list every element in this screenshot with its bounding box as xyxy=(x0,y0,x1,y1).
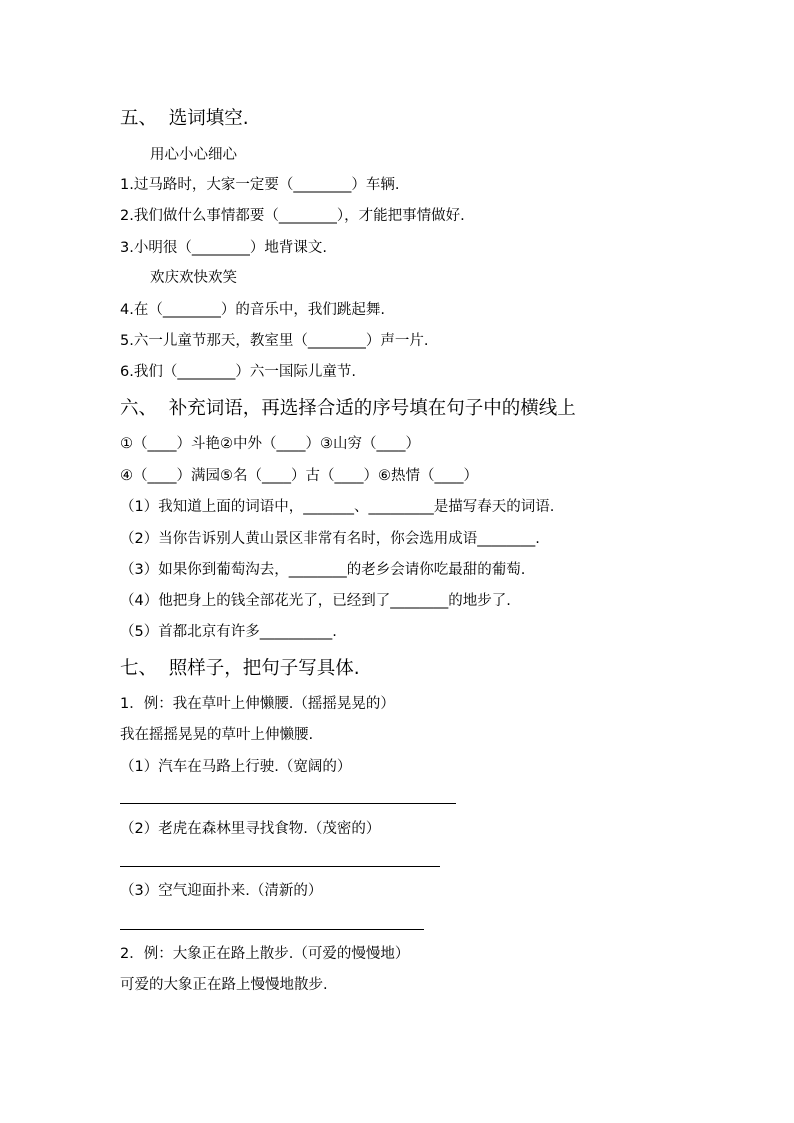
example-1: 1．例：我在草叶上伸懒腰.（摇摇晃晃的） xyxy=(120,696,395,712)
word-choices-2: 欢庆欢快欢笑 xyxy=(150,270,237,286)
question-2: 2.我们做什么事情都要（________），才能把事情做好. xyxy=(120,208,465,224)
answer-line-2[interactable] xyxy=(120,866,440,867)
practice-3: （3）空气迎面扑来.（清新的） xyxy=(120,883,323,899)
question-5: 5.六一儿童节那天，教室里（________）声一片. xyxy=(120,333,429,349)
question-1: 1.过马路时，大家一定要（________）车辆. xyxy=(120,177,400,193)
practice-2: （2）老虎在森林里寻找食物.（茂密的） xyxy=(120,821,381,837)
sentence-3: （3）如果你到葡萄沟去，________的老乡会请你吃最甜的葡萄. xyxy=(120,562,526,578)
idiom-list-1: ①（____）斗艳②中外（____）③山穷（____） xyxy=(120,436,420,452)
question-6: 6.我们（________）六一国际儿童节. xyxy=(120,364,356,380)
question-3: 3.小明很（________）地背课文. xyxy=(120,240,327,256)
section5-title: 五、 选词填空. xyxy=(120,108,249,129)
sentence-2: （2）当你告诉别人黄山景区非常有名时，你会选用成语________. xyxy=(120,531,540,547)
question-4: 4.在（________）的音乐中，我们跳起舞. xyxy=(120,302,385,318)
example-2: 2．例：大象正在路上散步.（可爱的慢慢地） xyxy=(120,946,410,962)
sentence-1: （1）我知道上面的词语中，_______、_________是描写春天的词语. xyxy=(120,499,555,515)
section7-title: 七、 照样子，把句子写具体. xyxy=(120,658,360,679)
answer-line-1[interactable] xyxy=(120,803,456,804)
sentence-5: （5）首都北京有许多__________. xyxy=(120,624,337,640)
idiom-list-2: ④（____）满园⑤名（____）古（____）⑥热情（____） xyxy=(120,468,478,484)
section6-title: 六、 补充词语，再选择合适的序号填在句子中的横线上 xyxy=(120,398,576,419)
sentence-4: （4）他把身上的钱全部花光了，已经到了________的地步了. xyxy=(120,593,511,609)
answer-line-3[interactable] xyxy=(120,929,424,930)
practice-1: （1）汽车在马路上行驶.（宽阔的） xyxy=(120,759,352,775)
word-choices-1: 用心小心细心 xyxy=(150,147,237,163)
example-2-answer: 可爱的大象正在路上慢慢地散步. xyxy=(120,977,328,993)
example-1-answer: 我在摇摇晃晃的草叶上伸懒腰. xyxy=(120,727,314,743)
